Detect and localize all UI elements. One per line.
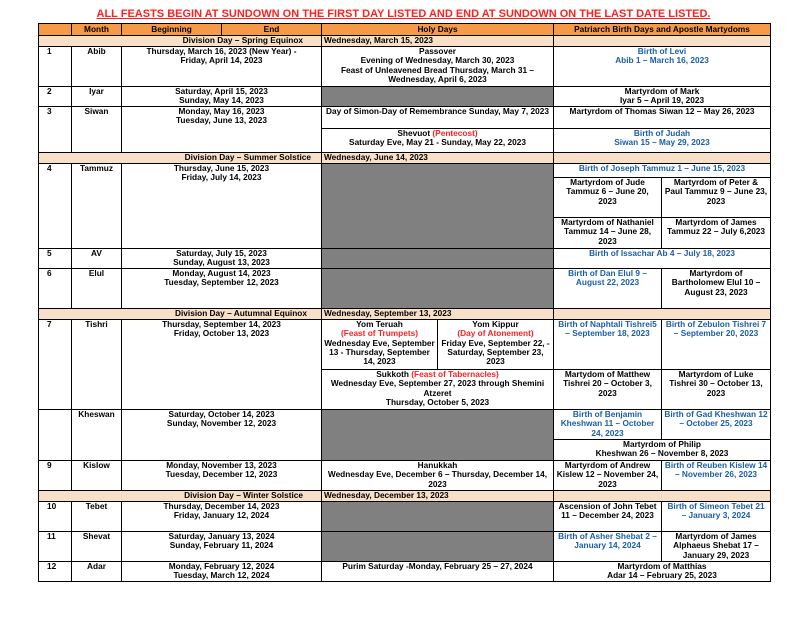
patriarch-cell: Birth of Reuben Kislew 14 – November 26, 2023 [662, 461, 771, 491]
month-number: 9 [39, 461, 72, 491]
table-row [39, 532, 771, 562]
month-number: 11 [39, 532, 72, 562]
holy-days-empty [322, 164, 554, 249]
division-spring [39, 36, 771, 47]
feast-calendar-table [38, 23, 771, 582]
patriarch-cell: Birth of Issachar Ab 4 – July 18, 2023 [554, 249, 771, 269]
holy-days-cell: Yom Teruah (Feast of Trumpets) Wednesday Eve, September 13 - Thursday, September 14, 2023 [322, 320, 438, 370]
month-dates: Thursday, September 14, 2023 Friday, October 13, 2023 [122, 320, 322, 410]
patriarch-cell: Birth of Dan Elul 9 – August 22, 2023 [554, 269, 662, 309]
month-name: Shevat [72, 532, 122, 562]
division-date: Wednesday, December 13, 2023 [322, 491, 554, 502]
table-row [39, 502, 771, 532]
header-row [39, 24, 771, 36]
table-row [39, 562, 771, 582]
month-dates: Saturday, January 13, 2024 Sunday, February 11, 2024 [122, 532, 322, 562]
header-holy-days: Holy Days [322, 24, 554, 36]
month-name: Iyar [72, 87, 122, 107]
month-name: Elul [72, 269, 122, 309]
month-number: 4 [39, 164, 72, 249]
header-beginning: Beginning [122, 24, 222, 36]
patriarch-cell: Martyrdom of Luke Tishrei 30 – October 13, 2023 [662, 370, 771, 410]
month-number: 3 [39, 107, 72, 153]
month-name: Abib [72, 47, 122, 87]
division-label: Division Day – Spring Equinox [39, 36, 322, 47]
holy-days-cell: Purim Saturday -Monday, February 25 – 27, 2024 [322, 562, 554, 582]
month-name: Kheswan [72, 410, 122, 461]
month-dates: Monday, November 13, 2023 Tuesday, December 12, 2023 [122, 461, 322, 491]
page-title: ALL FEASTS BEGIN AT SUNDOWN ON THE FIRST DAY LISTED AND END AT SUNDOWN ON THE LAST DATE LISTED. [96, 8, 711, 20]
holy-days-empty [322, 502, 554, 532]
header-num [39, 24, 72, 36]
division-date: Wednesday, March 15, 2023 [322, 36, 554, 47]
division-date: Wednesday, September 13, 2023 [322, 309, 554, 320]
division-date: Wednesday, June 14, 2023 [322, 153, 554, 164]
table-row [39, 320, 771, 370]
month-dates: Monday, August 14, 2023 Tuesday, September 12, 2023 [122, 269, 322, 309]
month-number [39, 410, 72, 461]
division-label: Division Day – Autumnal Equinox [39, 309, 322, 320]
holy-days-empty [322, 410, 554, 461]
patriarch-cell: Birth of Asher Shebat 2 – January 14, 2024 [554, 532, 662, 562]
patriarch-cell: Birth of Joseph Tammuz 1 – June 15, 2023 [554, 164, 771, 178]
header-end: End [222, 24, 322, 36]
table-row [39, 87, 771, 107]
month-name: Tammuz [72, 164, 122, 249]
month-number: 12 [39, 562, 72, 582]
month-number: 6 [39, 269, 72, 309]
patriarch-cell: Martyrdom of James Tammuz 22 – July 6,2023 [662, 218, 771, 249]
patriarch-cell: Birth of Benjamin Kheshwan 11 – October 24, 2023 [554, 410, 662, 440]
holy-days-cell: Shevuot (Pentecost) Saturday Eve, May 21 - Sunday, May 22, 2023 [322, 129, 554, 153]
table-row [39, 107, 771, 129]
division-summer [39, 153, 771, 164]
table-row [39, 249, 771, 269]
holy-days-cell: Sukkoth (Feast of Tabernacles) Wednesday Eve, September 27, 2023 through Shemini Atzeret Thursday, October 5, 2023 [322, 370, 554, 410]
table-row [39, 269, 771, 309]
patriarch-cell: Martyrdom of Peter & Paul Tammuz 9 – June 23, 2023 [662, 178, 771, 218]
holy-days-empty [322, 532, 554, 562]
patriarch-cell: Martyrdom of Thomas Siwan 12 – May 26, 2023 [554, 107, 771, 129]
month-name: Siwan [72, 107, 122, 153]
patriarch-cell: Martyrdom of Andrew Kislew 12 – November 24, 2023 [554, 461, 662, 491]
division-label: Division Day – Summer Solstice [39, 153, 322, 164]
holy-days-empty [322, 87, 554, 107]
month-dates: Saturday, October 14, 2023 Sunday, November 12, 2023 [122, 410, 322, 461]
month-number: 7 [39, 320, 72, 410]
month-dates: Monday, February 12, 2024 Tuesday, March 12, 2024 [122, 562, 322, 582]
patriarch-cell: Martyrdom of Jude Tammuz 6 – June 20, 2023 [554, 178, 662, 218]
patriarch-cell: Martyrdom of Nathaniel Tammuz 14 – June 28, 2023 [554, 218, 662, 249]
month-dates: Saturday, July 15, 2023 Sunday, August 13, 2023 [122, 249, 322, 269]
patriarch-cell: Martyrdom of Philip Kheshwan 26 – November 8, 2023 [554, 440, 771, 461]
month-name: Kislow [72, 461, 122, 491]
table-row [39, 410, 771, 440]
holy-days-cell: Yom Kippur (Day of Atonement) Friday Eve, September 22, - Saturday, September 23, 2023 [438, 320, 554, 370]
month-number: 5 [39, 249, 72, 269]
division-label: Division Day – Winter Solstice [39, 491, 322, 502]
patriarch-cell: Ascension of John Tebet 11 – December 24, 2023 [554, 502, 662, 532]
table-row [39, 47, 771, 87]
month-number: 10 [39, 502, 72, 532]
patriarch-cell: Birth of Judah Siwan 15 – May 29, 2023 [554, 129, 771, 153]
division-winter [39, 491, 771, 502]
month-name: Tebet [72, 502, 122, 532]
month-name: Adar [72, 562, 122, 582]
holy-days-cell: Hanukkah Wednesday Eve, December 6 – Thursday, December 14, 2023 [322, 461, 554, 491]
holy-days-empty [322, 249, 554, 269]
patriarch-cell: Birth of Levi Abib 1 – March 16, 2023 [554, 47, 771, 87]
table-row [39, 164, 771, 178]
month-name: AV [72, 249, 122, 269]
patriarch-cell: Martyrdom of James Alphaeus Shebat 17 – January 29, 2023 [662, 532, 771, 562]
month-dates: Thursday, March 16, 2023 (New Year) - Friday, April 14, 2023 [122, 47, 322, 87]
holy-days-empty [322, 269, 554, 309]
month-dates: Monday, May 16, 2023 Tuesday, June 13, 2023 [122, 107, 322, 153]
month-dates: Thursday, December 14, 2023 Friday, January 12, 2024 [122, 502, 322, 532]
patriarch-cell: Birth of Gad Kheshwan 12 – October 25, 2023 [662, 410, 771, 440]
month-number: 2 [39, 87, 72, 107]
header-patriarch: Patriarch Birth Days and Apostle Martydoms [554, 24, 771, 36]
patriarch-cell: Birth of Naphtali Tishrei5 – September 18, 2023 [554, 320, 662, 370]
month-dates: Saturday, April 15, 2023 Sunday, May 14, 2023 [122, 87, 322, 107]
holy-days-cell: Day of Simon-Day of Remembrance Sunday, May 7, 2023 [322, 107, 554, 129]
patriarch-cell: Martyrdom of Bartholomew Elul 10 – August 23, 2023 [662, 269, 771, 309]
header-month: Month [72, 24, 122, 36]
month-dates: Thursday, June 15, 2023 Friday, July 14, 2023 [122, 164, 322, 249]
patriarch-cell: Birth of Zebulon Tishrei 7 – September 20, 2023 [662, 320, 771, 370]
month-number: 1 [39, 47, 72, 87]
month-name: Tishri [72, 320, 122, 410]
table-row [39, 461, 771, 491]
holy-days-cell: Passover Evening of Wednesday, March 30, 2023 Feast of Unleavened Bread Thursday, March 31 – Wednesday, April 6, 2023 [322, 47, 554, 87]
patriarch-cell: Martyrdom of Mark Iyar 5 – April 19, 2023 [554, 87, 771, 107]
division-autumn [39, 309, 771, 320]
patriarch-cell: Martydom of Matthew Tishrei 20 – October 3, 2023 [554, 370, 662, 410]
patriarch-cell: Martyrdom of Matthias Adar 14 – February 25, 2023 [554, 562, 771, 582]
patriarch-cell: Birth of Simeon Tebet 21 – January 3, 2024 [662, 502, 771, 532]
